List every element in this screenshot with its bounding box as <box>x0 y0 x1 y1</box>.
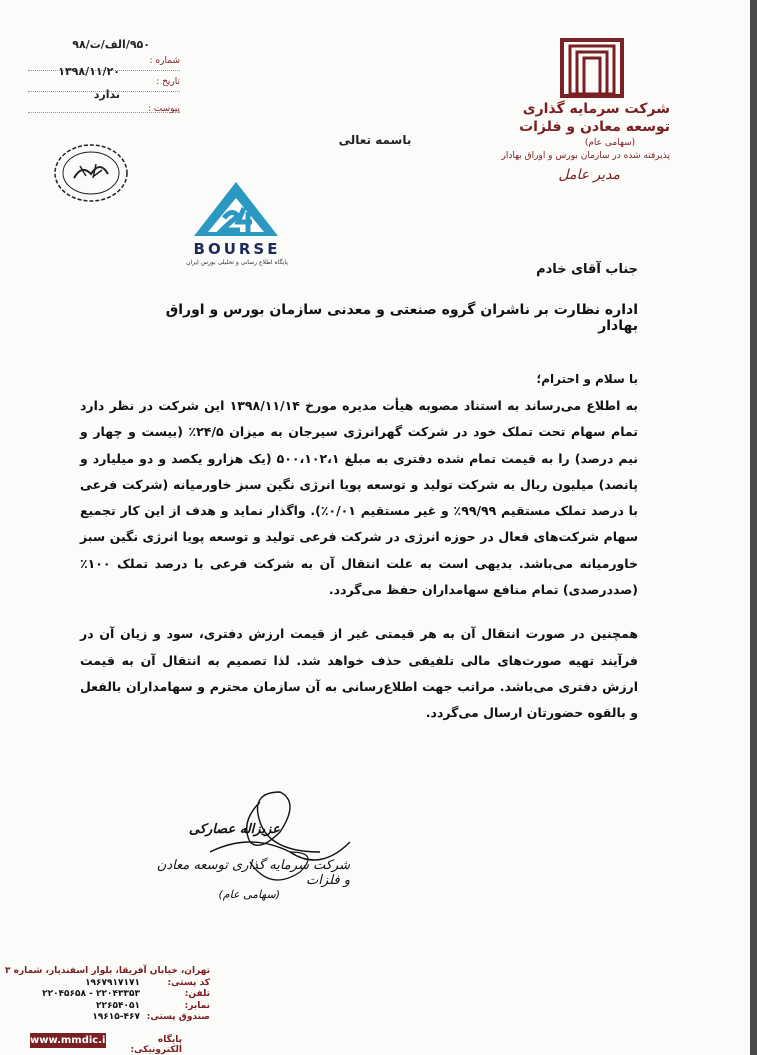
fax-number: ۲۲۶۵۴۰۵۱ <box>96 1000 140 1011</box>
phone-label: تلفن: <box>184 989 210 999</box>
signer-company: شرکت سرمایه گذاری توسعه معادن و فلزات <box>156 858 350 888</box>
attachment-value: ندارد <box>93 88 120 101</box>
official-seal-icon <box>52 142 130 204</box>
website-label: پایگاه الکترونیکی: <box>130 1035 182 1055</box>
scan-edge <box>750 0 757 1055</box>
signature-scribble-icon <box>190 782 360 922</box>
letter-date: ۱۳۹۸/۱۱/۲۰ <box>58 65 120 78</box>
company-name-line2: توسعه معادن و فلزات <box>519 119 670 135</box>
date-label: تاریخ : <box>156 77 180 87</box>
postal-code: ۱۹۶۷۹۱۷۱۷۱ <box>85 977 140 988</box>
company-name-line1: شرکت سرمایه گذاری <box>522 101 670 117</box>
body-paragraph-2: همچنین در صورت انتقال آن به هر قیمتی غیر از قیمت ارزش دفتری، سود و زیان آن در فرآیند تهیه صورت‌های مالی تلفیقی حذف خواهد شد. لذا تصمیم به انتقال آن به قیمت ارزش دفتری می‌باشد. مراتب جهت اطلاع‌رسانی به آن سازمان محترم و سهامداران بالفعل و بالقوه حضورتان ارسال می‌گردد. <box>80 626 638 721</box>
fax-label: نمابر: <box>184 1000 210 1011</box>
footer-contact <box>5 966 210 1024</box>
signer-name: عزیزاله عصارکی <box>188 822 280 837</box>
pobox-label: صندوق پستی: <box>146 1012 210 1022</box>
footer-address: تهران، خیابان آفریقا، بلوار اسفندیار، شماره ۳ <box>5 966 210 976</box>
company-type: (سهامی عام) <box>584 138 636 148</box>
website-link[interactable]: www.mmdic.ir <box>30 1035 111 1046</box>
body-paragraph-1: به اطلاع می‌رساند به استناد مصوبه هیأت مدیره مورخ ۱۳۹۸/۱۱/۱۴ این شرکت در نظر دارد تمام سهام تحت تملک خود در شرکت گهرانرژی سیرجان به میزان ۲۴/۵٪ (بیست و چهار و نیم درصد) را به قیمت تمام شده دفتری به مبلغ ۵۰۰،۱۰۲،۱ (یک هزارو یکصد و دو میلیارد و پانصد) میلیون ریال به شرکت تولید و توسعه پویا انرژی نگین سبز خاورمیانه (شرکت فرعی با درصد تملک مستقیم ۹۹/۹۹٪ و غیر مستقیم ۰/۰۱٪). واگذار نماید و هدف از این کار تجمیع سهام شرکت‌های فعال در حوزه انرژی در شرکت فرعی تولید و توسعه پویا انرژی نگین سبز خاورمیانه می‌باشد. بدیهی است به علت انتقال آن به شرکت فرعی با درصد تملک ۱۰۰٪ (صددرصدی) تمام منافع سهامداران حفظ می‌گردد. <box>80 398 638 598</box>
managing-director-title: مدیر عامل <box>558 167 620 183</box>
letter-number: ۹۵۰/الف/ت/۹۸ <box>72 38 150 51</box>
postal-code-label: کد پستی: <box>167 977 210 988</box>
company-letterhead <box>450 100 670 188</box>
letter-metadata <box>28 38 180 114</box>
phone-number: ۲۲۰۴۳۳۵۳ - ۲۲۰۴۵۶۵۸ <box>42 989 140 999</box>
company-logo-icon <box>560 38 624 98</box>
bourse-subtitle: پایگاه اطلاع رسانی و تحلیلی بورس ایران <box>186 259 288 266</box>
attachment-label: پیوست : <box>147 104 180 114</box>
greeting: با سلام و احترام؛ <box>536 372 638 386</box>
letter-body <box>80 393 638 727</box>
number-label: شماره : <box>149 56 180 66</box>
signer-company-type: (سهامی عام) <box>218 888 280 901</box>
bourse-wordmark: BOURSE <box>193 240 281 258</box>
attachment-row <box>28 88 180 114</box>
addressee-department: اداره نظارت بر ناشران گروه صنعتی و معدنی سازمان بورس و اوراق بهادار <box>165 302 638 334</box>
basmala-heading: باسمه تعالی <box>338 133 412 147</box>
listing-note: پذیرفته شده در سازمان بورس و اوراق بهادار <box>501 151 670 161</box>
addressee-name: جناب آقای خادم <box>536 262 638 277</box>
pobox-number: ۱۹۶۱۵-۴۶۷ <box>92 1012 140 1022</box>
